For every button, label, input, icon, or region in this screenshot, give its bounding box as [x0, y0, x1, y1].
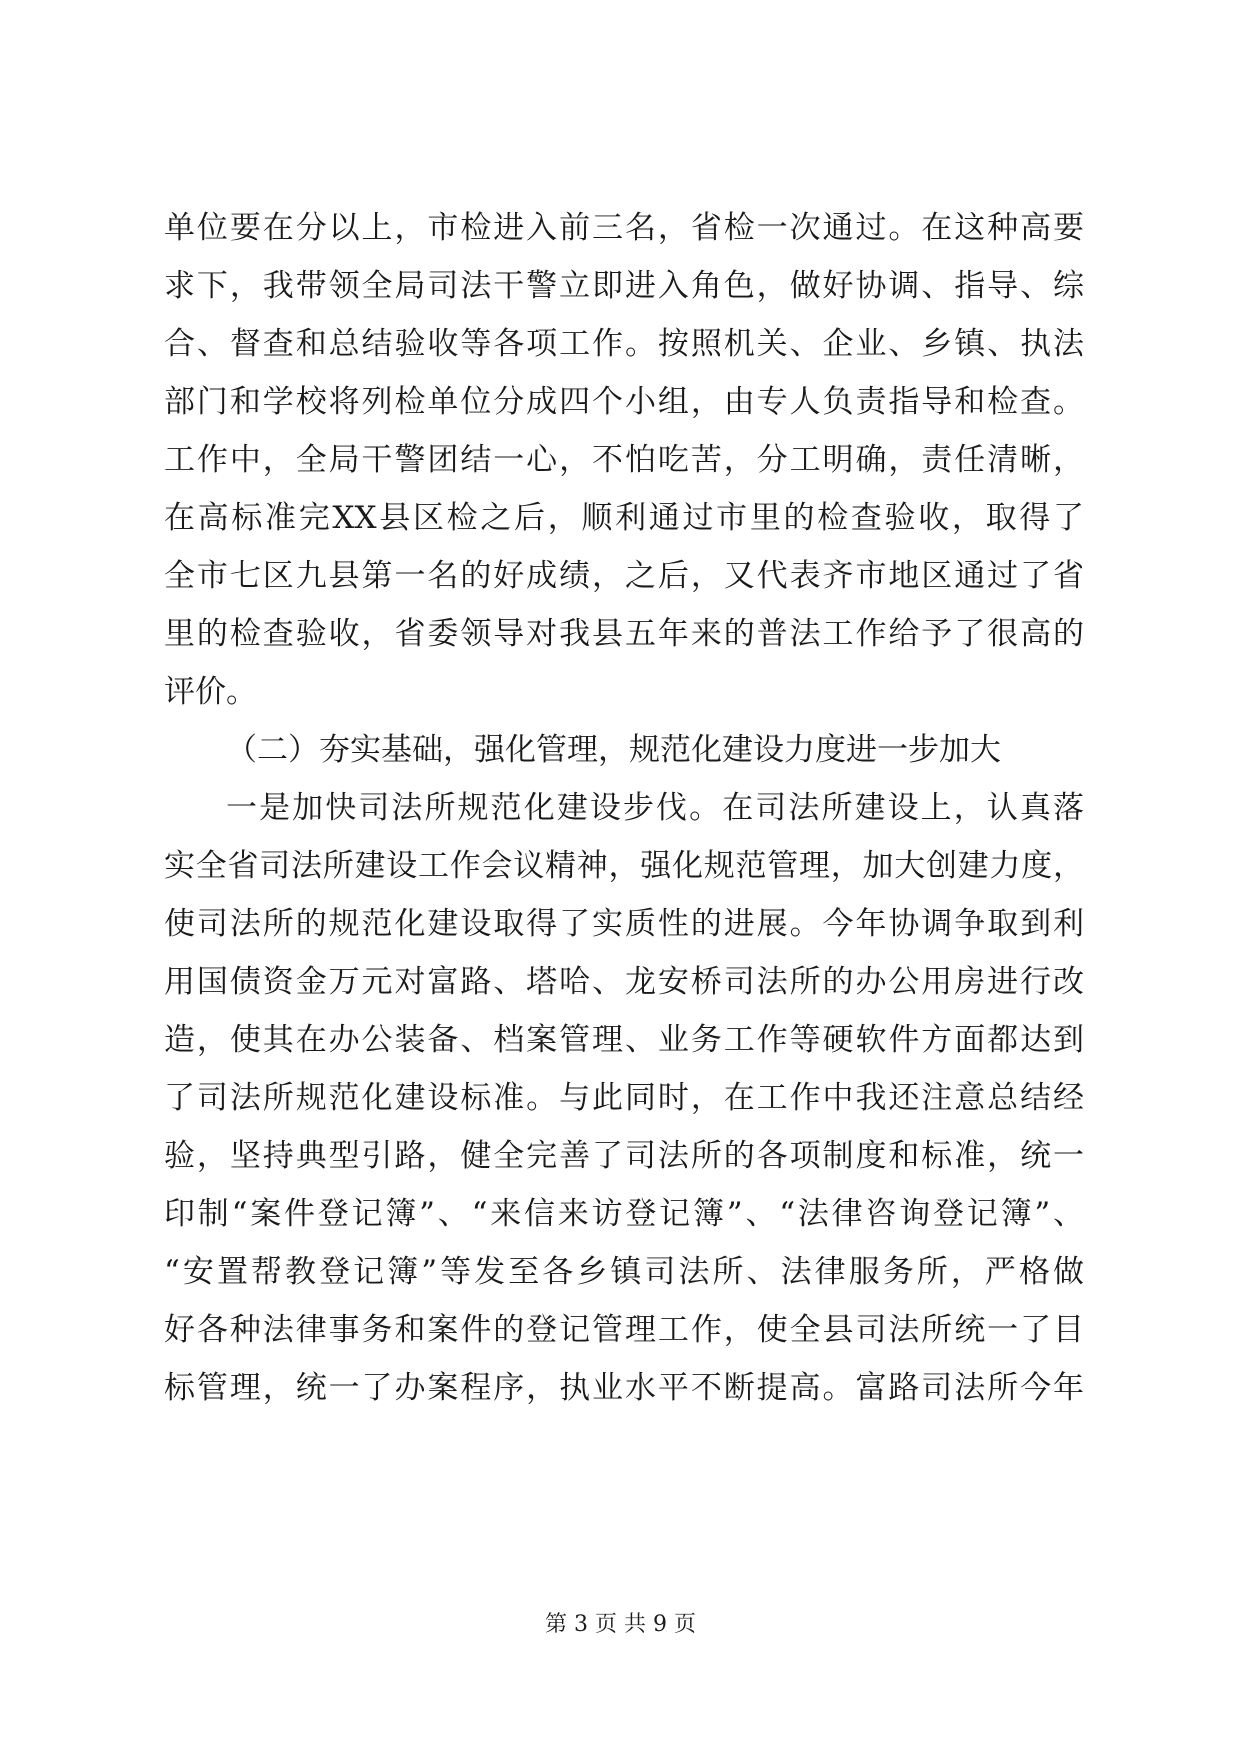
- paragraph1-line-7: 全市七区九县第一名的好成绩，之后，又代表齐市地区通过了省: [164, 558, 1084, 594]
- paragraph1-line-4: 部门和学校将列检单位分成四个小组，由专人负责指导和检查。: [164, 384, 1084, 420]
- paragraph2-line-1: 一是加快司法所规范化建设步伐。在司法所建设上，认真落: [226, 790, 1084, 826]
- paragraph2-line-4: 用国债资金万元对富路、塔哈、龙安桥司法所的办公用房进行改: [164, 964, 1084, 1000]
- paragraph1-line-9: 评价。: [164, 674, 257, 710]
- page-indicator: 第 3 页 共 9 页: [545, 1612, 696, 1637]
- paragraph2-line-3: 使司法所的规范化建设取得了实质性的进展。今年协调争取到利: [164, 906, 1084, 942]
- paragraph2-line-9: “安置帮教登记簿”等发至各乡镇司法所、法律服务所，严格做: [164, 1254, 1084, 1290]
- section-heading: （二）夯实基础，强化管理，规范化建设力度进一步加大: [226, 732, 1001, 768]
- paragraph2-line-11: 标管理，统一了办案程序，执业水平不断提高。富路司法所今年: [164, 1370, 1084, 1406]
- paragraph1-line-5: 工作中，全局干警团结一心，不怕吃苦，分工明确，责任清晰，: [164, 442, 1084, 478]
- paragraph2-line-5: 造，使其在办公装备、档案管理、业务工作等硬软件方面都达到: [164, 1022, 1084, 1058]
- paragraph2-line-7: 验，坚持典型引路，健全完善了司法所的各项制度和标准，统一: [164, 1138, 1084, 1174]
- page-footer: [0, 1607, 1241, 1638]
- paragraph1-line-1: 单位要在分以上，市检进入前三名，省检一次通过。在这种高要: [164, 210, 1084, 246]
- paragraph1-line-3: 合、督查和总结验收等各项工作。按照机关、企业、乡镇、执法: [164, 326, 1084, 362]
- paragraph1-line-8: 里的检查验收，省委领导对我县五年来的普法工作给予了很高的: [164, 616, 1084, 652]
- paragraph1-line-6: 在高标准完XX县区检之后，顺利通过市里的检查验收，取得了: [164, 500, 1084, 536]
- paragraph2-line-10: 好各种法律事务和案件的登记管理工作，使全县司法所统一了目: [164, 1312, 1084, 1348]
- paragraph2-line-6: 了司法所规范化建设标准。与此同时，在工作中我还注意总结经: [164, 1080, 1084, 1116]
- paragraph1-line-2: 求下，我带领全局司法干警立即进入角色，做好协调、指导、综: [164, 268, 1084, 304]
- paragraph2-line-8: 印制“案件登记簿”、“来信来访登记簿”、“法律咨询登记簿”、: [164, 1196, 1084, 1232]
- paragraph2-line-2: 实全省司法所建设工作会议精神，强化规范管理，加大创建力度，: [164, 848, 1084, 884]
